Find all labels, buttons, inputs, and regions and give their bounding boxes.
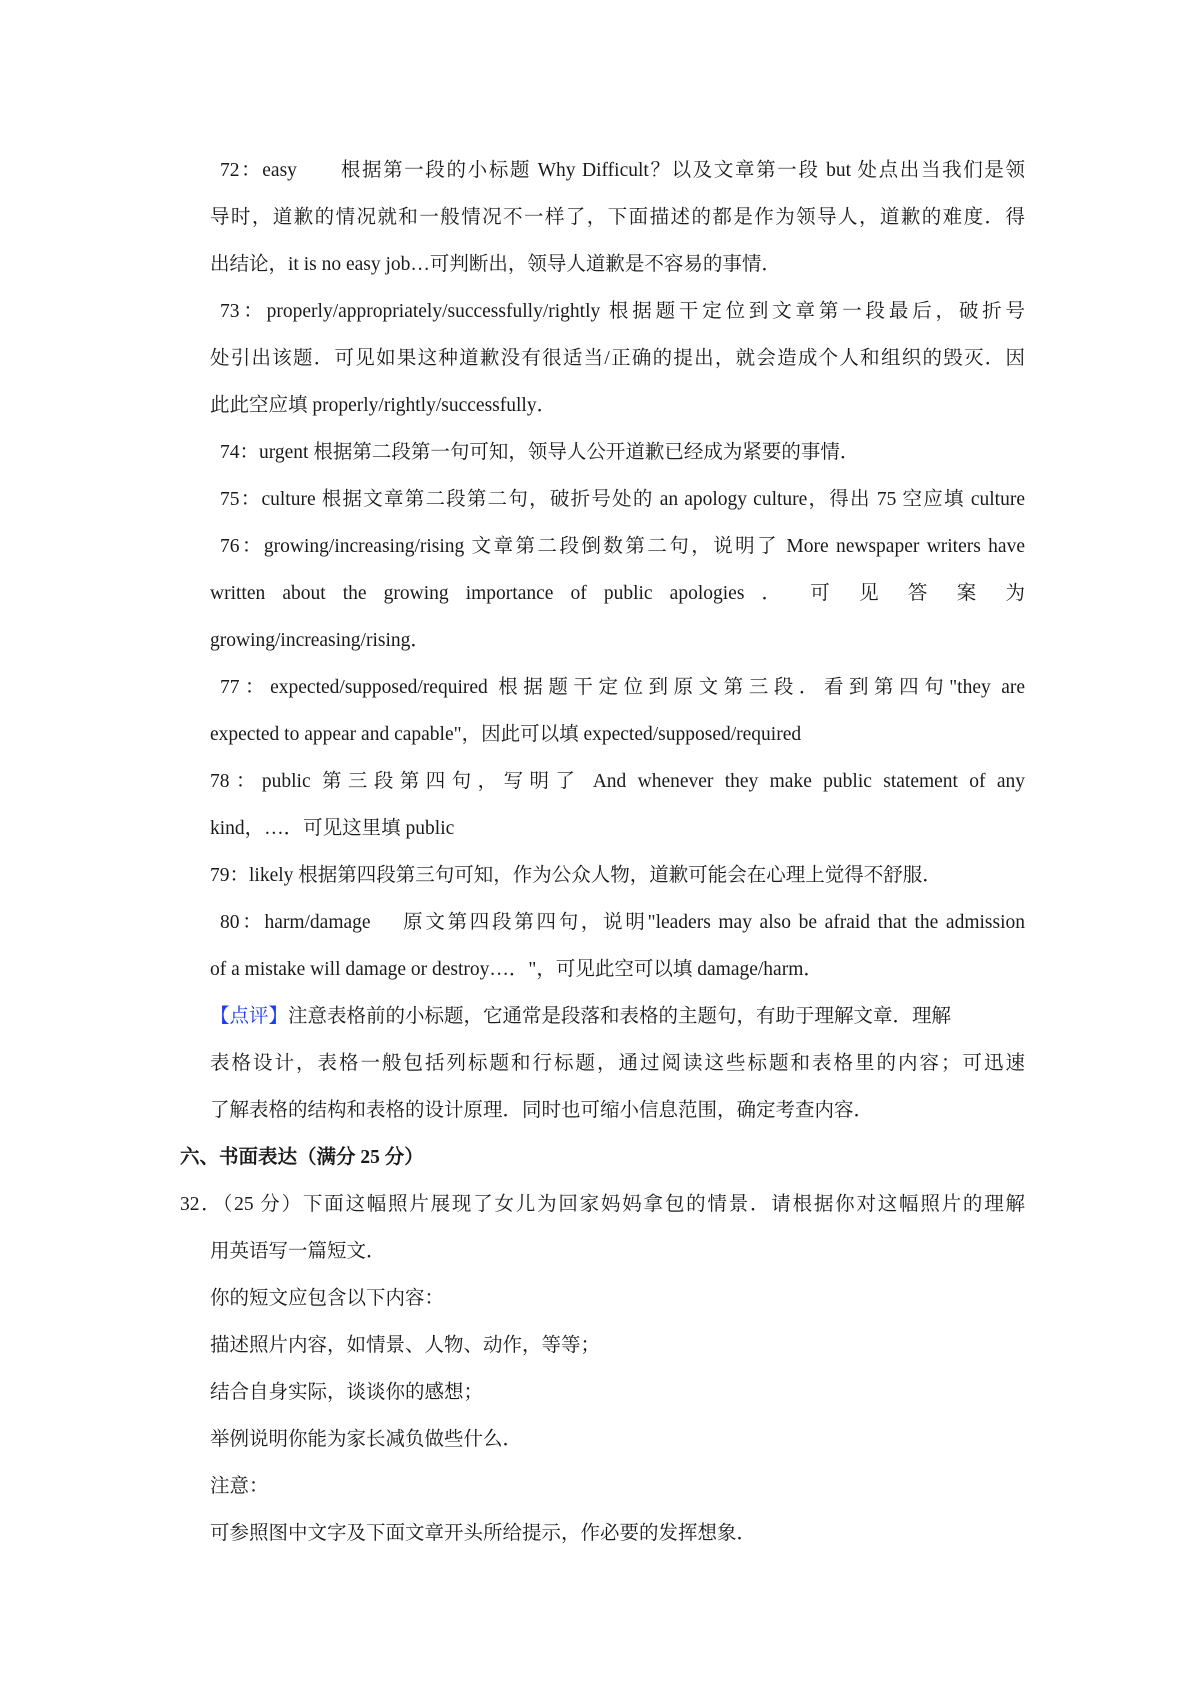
comment-text: 注意表格前的小标题，它通常是段落和表格的主题句，有助于理解文章．理解 (288, 1006, 952, 1027)
comment-tag: 【点评】 (210, 1006, 289, 1027)
answer-75-line: 75：culture 根据文章第二段第二句，破折号处的 an apology culture，得出 75 空应填 culture (220, 489, 1025, 510)
requirements-intro: 你的短文应包含以下内容： (210, 1288, 445, 1309)
answer-79-line: 79：likely 根据第四段第三句可知，作为公众人物，道歉可能会在心理上觉得不舒服． (210, 865, 942, 886)
question-32-line-1: 32．（25 分）下面这幅照片展现了女儿为回家妈妈拿包的情景．请根据你对这幅照片的理解 (180, 1194, 1025, 1215)
answer-78-line-2: kind，…．可见这里填 public (210, 818, 455, 839)
question-32-line-2: 用英语写一篇短文． (210, 1241, 386, 1262)
requirement-2: 结合自身实际，谈谈你的感想； (210, 1382, 484, 1403)
answer-72-line-3: 出结论，it is no easy job…可判断出，领导人道歉是不容易的事情． (210, 254, 781, 275)
comment-line-1 (210, 1003, 951, 1031)
answer-73-line-3: 此此空应填 properly/rightly/successfully． (210, 395, 557, 416)
comment-line-2: 表格设计，表格一般包括列标题和行标题，通过阅读这些标题和表格里的内容；可迅速 (210, 1053, 1025, 1074)
answer-72-line-2: 导时，道歉的情况就和一般情况不一样了，下面描述的都是作为领导人，道歉的难度．得 (210, 207, 1025, 228)
answer-74-line: 74：urgent 根据第二段第一句可知，领导人公开道歉已经成为紧要的事情． (220, 442, 860, 463)
requirement-1: 描述照片内容，如情景、人物、动作，等等； (210, 1335, 601, 1356)
section-heading: 六、书面表达（满分 25 分） (180, 1147, 424, 1168)
answer-73-line-2: 处引出该题．可见如果这种道歉没有很适当/正确的提出，就会造成个人和组织的毁灭．因 (210, 348, 1025, 369)
comment-line-3: 了解表格的结构和表格的设计原理．同时也可缩小信息范围，确定考查内容． (210, 1100, 874, 1121)
answer-73-line-1: 73：properly/appropriately/successfully/rightly 根据题干定位到文章第一段最后，破折号 (220, 301, 1025, 322)
answer-76-line-1: 76：growing/increasing/rising 文章第二段倒数第二句，说明了 More newspaper writers have (220, 536, 1025, 557)
note-label: 注意： (210, 1476, 269, 1497)
answer-76-line-2: written about the growing importance of public apologies ． 可 见 答 案 为 (210, 583, 1025, 604)
answer-77-line-1: 77：expected/supposed/required 根据题干定位到原文第三段．看到第四句"they are (220, 677, 1025, 698)
answer-72-line-1: 72：easy 根据第一段的小标题 Why Difficult？以及文章第一段 but 处点出当我们是领 (220, 160, 1025, 181)
requirement-3: 举例说明你能为家长减负做些什么． (210, 1429, 523, 1450)
answer-80-line-1: 80：harm/damage 原文第四段第四句，说明"leaders may also be afraid that the admission (220, 912, 1025, 933)
answer-80-line-2: of a mistake will damage or destroy…．"，可见此空可以填 damage/harm． (210, 959, 823, 980)
note-text: 可参照图中文字及下面文章开头所给提示，作必要的发挥想象． (210, 1523, 757, 1544)
answer-76-line-3: growing/increasing/rising． (210, 630, 430, 651)
answer-77-line-2: expected to appear and capable"，因此可以填 expected/supposed/required (210, 724, 802, 745)
answer-78-line-1: 78：public 第三段第四句，写明了 And whenever they make public statement of any (210, 771, 1025, 792)
